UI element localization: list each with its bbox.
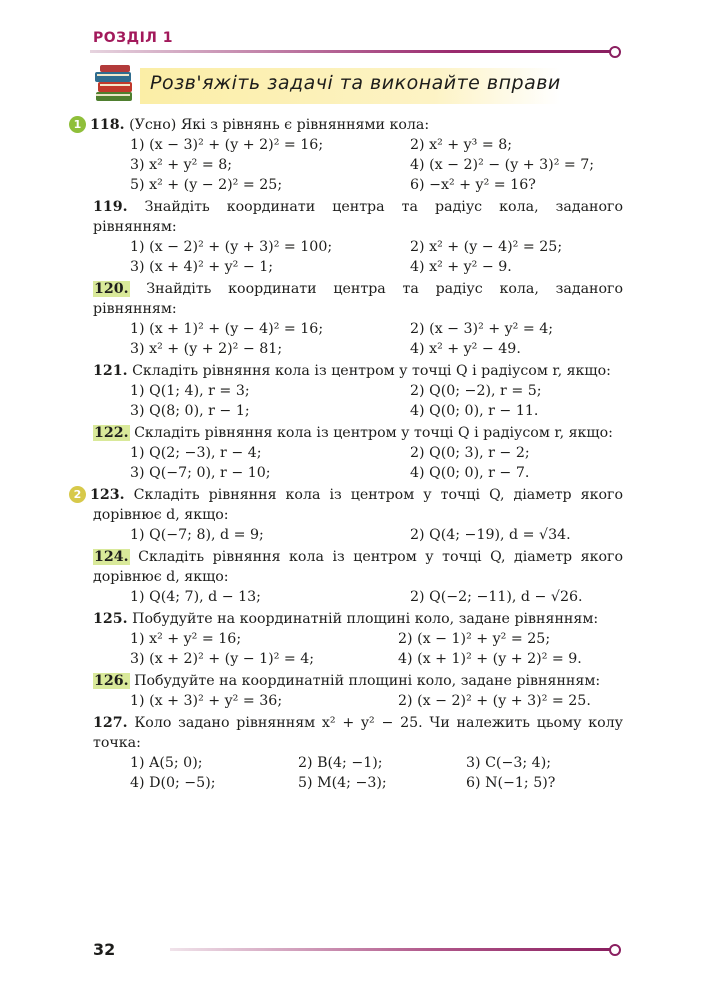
task-item: 4) (x − 2)² − (y + 3)² = 7; bbox=[410, 157, 595, 173]
task-number: 121. bbox=[93, 363, 128, 379]
task-item: 4) x² + y² − 49. bbox=[410, 341, 521, 357]
task-number: 122. bbox=[94, 425, 129, 441]
task-text: Побудуйте на координатній площині коло, задане рівнянням: bbox=[134, 673, 601, 689]
task-121 bbox=[93, 361, 623, 421]
task-number: 118. bbox=[90, 117, 125, 133]
task-item: 1) Q(1; 4), r = 3; bbox=[130, 383, 250, 399]
task-126 bbox=[93, 671, 623, 711]
task-text: Складіть рівняння кола із центром у точці Q, діаметр якого дорівнює d, якщо: bbox=[93, 487, 623, 523]
task-123 bbox=[73, 485, 623, 545]
task-item: 2) Q(0; −2), r = 5; bbox=[410, 383, 542, 399]
task-item: 1) A(5; 0); bbox=[130, 755, 203, 771]
footer-rule-dot bbox=[609, 944, 621, 956]
task-item: 3) (x + 4)² + y² − 1; bbox=[130, 259, 274, 275]
task-item: 1) (x − 3)² + (y + 2)² = 16; bbox=[130, 137, 324, 153]
task-text: (Усно) Які з рівнянь є рівняннями кола: bbox=[129, 117, 430, 133]
task-122 bbox=[93, 423, 623, 483]
task-text: Знайдіть координати центра та радіус кола, заданого рівнянням: bbox=[93, 199, 623, 235]
task-number: 127. bbox=[93, 715, 128, 731]
task-item: 3) (x + 2)² + (y − 1)² = 4; bbox=[130, 651, 315, 667]
task-item: 6) N(−1; 5)? bbox=[466, 775, 556, 791]
task-item: 2) (x − 1)² + y² = 25; bbox=[398, 631, 551, 647]
task-item: 2) Q(0; 3), r − 2; bbox=[410, 445, 530, 461]
task-item: 1) (x − 2)² + (y + 3)² = 100; bbox=[130, 239, 333, 255]
section-label: РОЗДІЛ 1 bbox=[93, 30, 174, 46]
books-icon bbox=[92, 62, 138, 108]
task-item: 4) D(0; −5); bbox=[130, 775, 216, 791]
task-item: 2) Q(4; −19), d = √34. bbox=[410, 527, 571, 543]
task-item: 2) x² + (y − 4)² = 25; bbox=[410, 239, 563, 255]
task-item: 6) −x² + y² = 16? bbox=[410, 177, 536, 193]
task-127 bbox=[93, 713, 623, 793]
tasks-list bbox=[73, 115, 624, 795]
task-text: Коло задано рівнянням x² + y² − 25. Чи належить цьому колу точка: bbox=[93, 715, 623, 751]
banner-title: Розв'яжіть задачі та виконайте вправи bbox=[150, 72, 561, 94]
task-item: 2) Q(−2; −11), d − √26. bbox=[410, 589, 583, 605]
task-118 bbox=[73, 115, 623, 195]
task-number: 123. bbox=[90, 487, 125, 503]
task-item: 4) x² + y² − 9. bbox=[410, 259, 512, 275]
page-number: 32 bbox=[93, 940, 116, 959]
task-item: 1) (x + 3)² + y² = 36; bbox=[130, 693, 283, 709]
task-item: 2) x² + y³ = 8; bbox=[410, 137, 513, 153]
task-text: Побудуйте на координатній площині коло, задане рівнянням: bbox=[132, 611, 599, 627]
task-text: Складіть рівняння кола із центром у точці Q, діаметр якого дорівнює d, якщо: bbox=[93, 549, 623, 585]
task-item: 3) C(−3; 4); bbox=[466, 755, 552, 771]
task-number: 120. bbox=[94, 281, 129, 297]
task-119 bbox=[93, 197, 623, 277]
task-number: 119. bbox=[93, 199, 128, 215]
task-item: 3) x² + (y + 2)² − 81; bbox=[130, 341, 283, 357]
task-number: 124. bbox=[94, 549, 129, 565]
level-2-icon: 2 bbox=[69, 486, 86, 503]
task-text: Знайдіть координати центра та радіус кола, заданого рівнянням: bbox=[93, 281, 624, 317]
task-item: 1) Q(2; −3), r − 4; bbox=[130, 445, 262, 461]
header-rule-dot bbox=[609, 46, 621, 58]
task-120 bbox=[93, 279, 623, 359]
task-125 bbox=[93, 609, 623, 669]
header-rule bbox=[90, 50, 610, 53]
task-item: 5) x² + (y − 2)² = 25; bbox=[130, 177, 283, 193]
task-item: 3) Q(−7; 0), r − 10; bbox=[130, 465, 271, 481]
task-item: 1) Q(4; 7), d − 13; bbox=[130, 589, 261, 605]
task-item: 4) Q(0; 0), r − 11. bbox=[410, 403, 539, 419]
task-item: 2) B(4; −1); bbox=[298, 755, 383, 771]
task-item: 1) x² + y² = 16; bbox=[130, 631, 242, 647]
task-number: 126. bbox=[94, 673, 129, 689]
task-item: 1) (x + 1)² + (y − 4)² = 16; bbox=[130, 321, 324, 337]
footer-rule bbox=[170, 948, 610, 951]
level-1-icon: 1 bbox=[69, 116, 86, 133]
task-item: 2) (x − 3)² + y² = 4; bbox=[410, 321, 554, 337]
task-number: 125. bbox=[93, 611, 128, 627]
task-item: 5) M(4; −3); bbox=[298, 775, 387, 791]
task-item: 4) Q(0; 0), r − 7. bbox=[410, 465, 530, 481]
task-text: Складіть рівняння кола із центром у точці Q і радіусом r, якщо: bbox=[132, 363, 611, 379]
task-text: Складіть рівняння кола із центром у точці Q і радіусом r, якщо: bbox=[134, 425, 613, 441]
task-item: 1) Q(−7; 8), d = 9; bbox=[130, 527, 264, 543]
task-item: 2) (x − 2)² + (y + 3)² = 25. bbox=[398, 693, 591, 709]
task-item: 3) x² + y² = 8; bbox=[130, 157, 233, 173]
task-item: 4) (x + 1)² + (y + 2)² = 9. bbox=[398, 651, 582, 667]
task-124 bbox=[93, 547, 623, 607]
task-item: 3) Q(8; 0), r − 1; bbox=[130, 403, 250, 419]
